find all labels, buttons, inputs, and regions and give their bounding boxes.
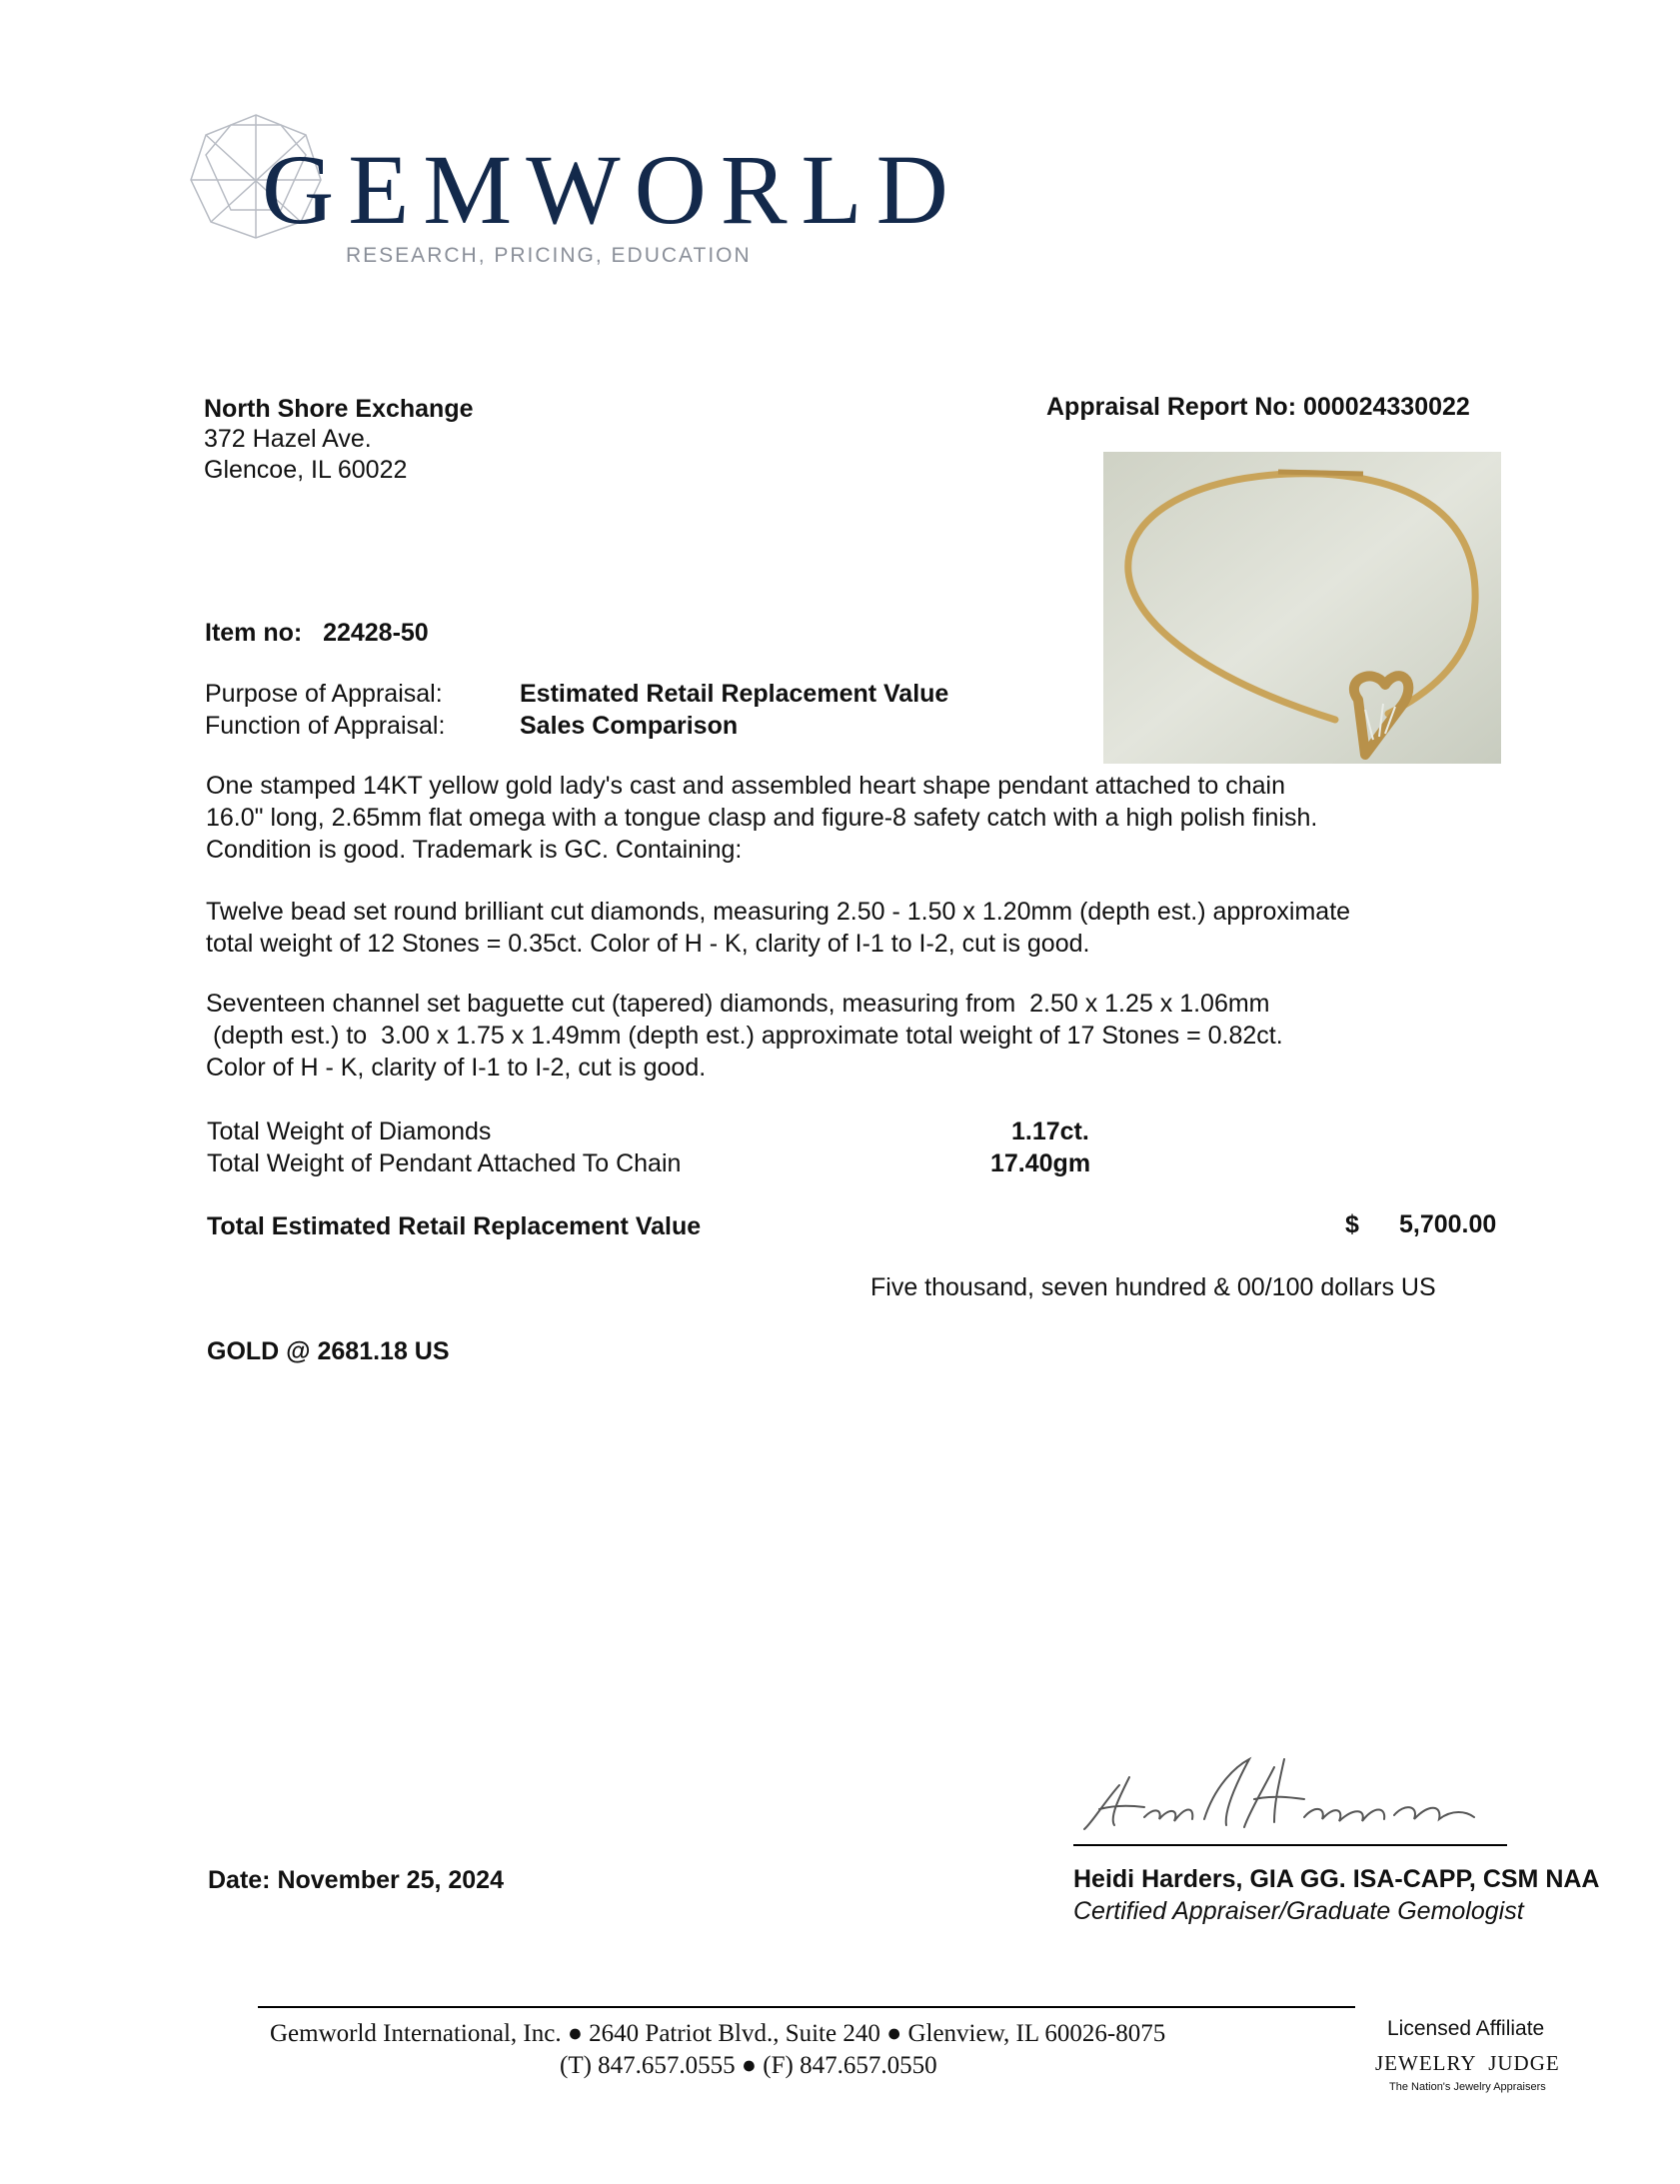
stones-baguette-line: Color of H - K, clarity of I-1 to I-2, cut is good.: [206, 1054, 707, 1082]
currency-symbol: $: [1345, 1210, 1359, 1238]
recipient-name: North Shore Exchange: [204, 395, 474, 423]
item-number-label: Item no:: [205, 619, 303, 647]
description-line: 16.0" long, 2.65mm flat omega with a tongue clasp and figure-8 safety catch with a high polish finish.: [206, 804, 1318, 832]
signer-credentials: Heidi Harders, GIA GG. ISA-CAPP, CSM NAA: [1073, 1865, 1600, 1893]
footer-address: Gemworld International, Inc. ● 2640 Patriot Blvd., Suite 240 ● Glenview, IL 60026-8075: [270, 2020, 1166, 2047]
item-number-value: 22428-50: [323, 619, 429, 647]
appraisal-date: Date: November 25, 2024: [208, 1866, 504, 1894]
total-pendant-label: Total Weight of Pendant Attached To Chain: [207, 1149, 682, 1177]
report-number: [1046, 391, 1470, 423]
stones-baguette-line: (depth est.) to 3.00 x 1.75 x 1.49mm (depth est.) approximate total weight of 17 Stones = 0.82ct.: [206, 1022, 1283, 1050]
signer-title: Certified Appraiser/Graduate Gemologist: [1073, 1897, 1524, 1925]
affiliate-label: Licensed Affiliate: [1387, 2017, 1545, 2040]
recipient-city: Glencoe, IL 60022: [204, 456, 408, 484]
stones-round-line: Twelve bead set round brilliant cut diamonds, measuring 2.50 - 1.50 x 1.20mm (depth est.) approximate: [206, 898, 1351, 926]
footer-divider: [258, 2006, 1355, 2008]
report-number-label: Appraisal Report No:: [1046, 393, 1297, 421]
gold-price: GOLD @ 2681.18 US: [207, 1337, 450, 1365]
report-number-value: 000024330022: [1302, 393, 1470, 421]
total-diamonds-value: 1.17ct.: [1011, 1117, 1089, 1145]
affiliate-tagline: The Nation's Jewelry Appraisers: [1389, 2081, 1546, 2093]
total-diamonds-label: Total Weight of Diamonds: [207, 1117, 492, 1145]
description-line: One stamped 14KT yellow gold lady's cast and assembled heart shape pendant attached to chain: [206, 772, 1286, 800]
footer-phone: (T) 847.657.0555 ● (F) 847.657.0550: [560, 2052, 937, 2079]
stones-round-line: total weight of 12 Stones = 0.35ct. Color of H - K, clarity of I-1 to I-2, cut is good.: [206, 930, 1090, 958]
signature-line: [1073, 1844, 1507, 1846]
replacement-value-amount: 5,700.00: [1399, 1210, 1497, 1238]
affiliate-brand: JEWELRY JUDGE: [1375, 2051, 1560, 2075]
purpose-value: Estimated Retail Replacement Value: [520, 680, 949, 708]
replacement-value-words: Five thousand, seven hundred & 00/100 dollars US: [870, 1273, 1436, 1301]
logo-wordmark: GEMWORLD: [262, 134, 962, 245]
function-label: Function of Appraisal:: [205, 712, 446, 740]
recipient-street: 372 Hazel Ave.: [204, 425, 372, 453]
stones-baguette-line: Seventeen channel set baguette cut (tapered) diamonds, measuring from 2.50 x 1.25 x 1.06mm: [206, 990, 1270, 1018]
description-line: Condition is good. Trademark is GC. Containing:: [206, 836, 743, 864]
function-value: Sales Comparison: [520, 712, 739, 740]
necklace-image: [1103, 452, 1501, 764]
item-photo: [1103, 452, 1501, 764]
replacement-value-label: Total Estimated Retail Replacement Value: [207, 1212, 702, 1240]
logo-tagline: RESEARCH, PRICING, EDUCATION: [346, 244, 752, 267]
item-number: [205, 617, 429, 649]
handwritten-signature: [1074, 1747, 1534, 1837]
purpose-label: Purpose of Appraisal:: [205, 680, 443, 708]
total-pendant-value: 17.40gm: [990, 1149, 1091, 1177]
